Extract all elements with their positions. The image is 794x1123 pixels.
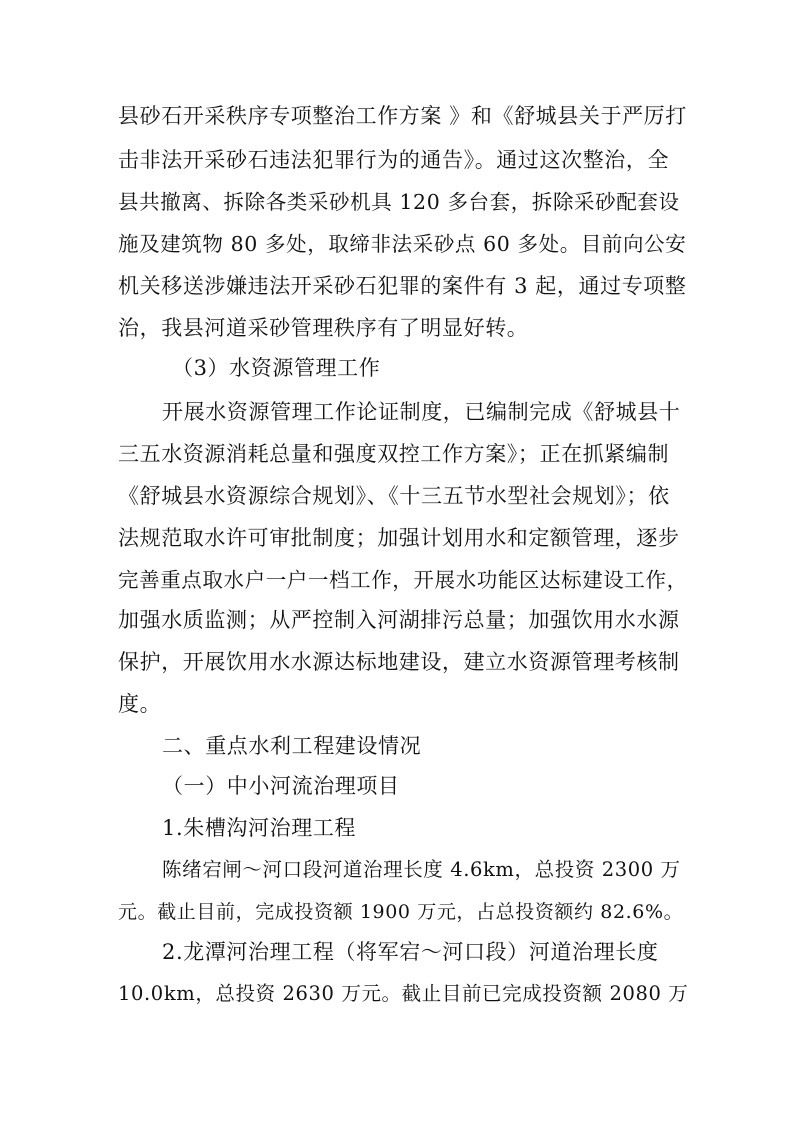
section-heading-key-projects: 二、重点水利工程建设情况: [162, 734, 422, 758]
body-line-13: 加强水质监测；从严控制入河湖排污总量；加强饮用水水源: [118, 608, 680, 632]
body-line-10: 《舒城县水资源综合规划》、《十三五节水型社会规划》；依: [118, 484, 670, 508]
body-line-11: 法规范取水许可审批制度；加强计划用水和定额管理，逐步: [118, 526, 680, 550]
body-line-5: 机关移送涉嫌违法开采砂石犯罪的案件有 3 起，通过专项整: [118, 274, 687, 298]
body-line-22: 10.0km，总投资 2630 万元。截止目前已完成投资额 2080 万: [118, 982, 689, 1005]
body-line-4: 施及建筑物 80 多处，取缔非法采砂点 60 多处。目前向公安: [118, 232, 687, 256]
body-line-9: 三五水资源消耗总量和强度双控工作方案》；正在抓紧编制: [118, 442, 670, 466]
body-line-2: 击非法开采砂石违法犯罪行为的通告》。通过这次整治，全: [118, 148, 670, 172]
body-line-6: 治，我县河道采砂管理秩序有了明显好转。: [118, 316, 529, 340]
body-line-19: 陈绪宕闸～河口段河道治理长度 4.6km，总投资 2300 万: [162, 858, 681, 881]
item-heading-zhucaogou: 1.朱槽沟河治理工程: [162, 816, 357, 840]
body-line-3: 县共撤离、拆除各类采砂机具 120 多台套，拆除采砂配套设: [118, 190, 680, 214]
item-heading-longtan: 2.龙潭河治理工程（将军宕～河口段）河道治理长度: [162, 940, 659, 964]
body-line-12: 完善重点取水户一户一档工作，开展水功能区达标建设工作，: [118, 568, 688, 592]
subsection-heading-rivers: （一）中小河流治理项目: [162, 774, 400, 798]
body-line-14: 保护，开展饮用水水源达标地建设，建立水资源管理考核制: [118, 650, 680, 674]
subsection-heading-water-resources: （3）水资源管理工作: [172, 356, 381, 380]
body-line-20: 元。截止目前，完成投资额 1900 万元，占总投资额约 82.6%。: [118, 901, 684, 923]
body-line-8: 开展水资源管理工作论证制度，已编制完成《舒城县十: [162, 400, 681, 424]
body-line-1: 县砂石开采秩序专项整治工作方案 》和《舒城县关于严厉打: [118, 104, 687, 128]
body-line-15: 度。: [118, 692, 162, 716]
